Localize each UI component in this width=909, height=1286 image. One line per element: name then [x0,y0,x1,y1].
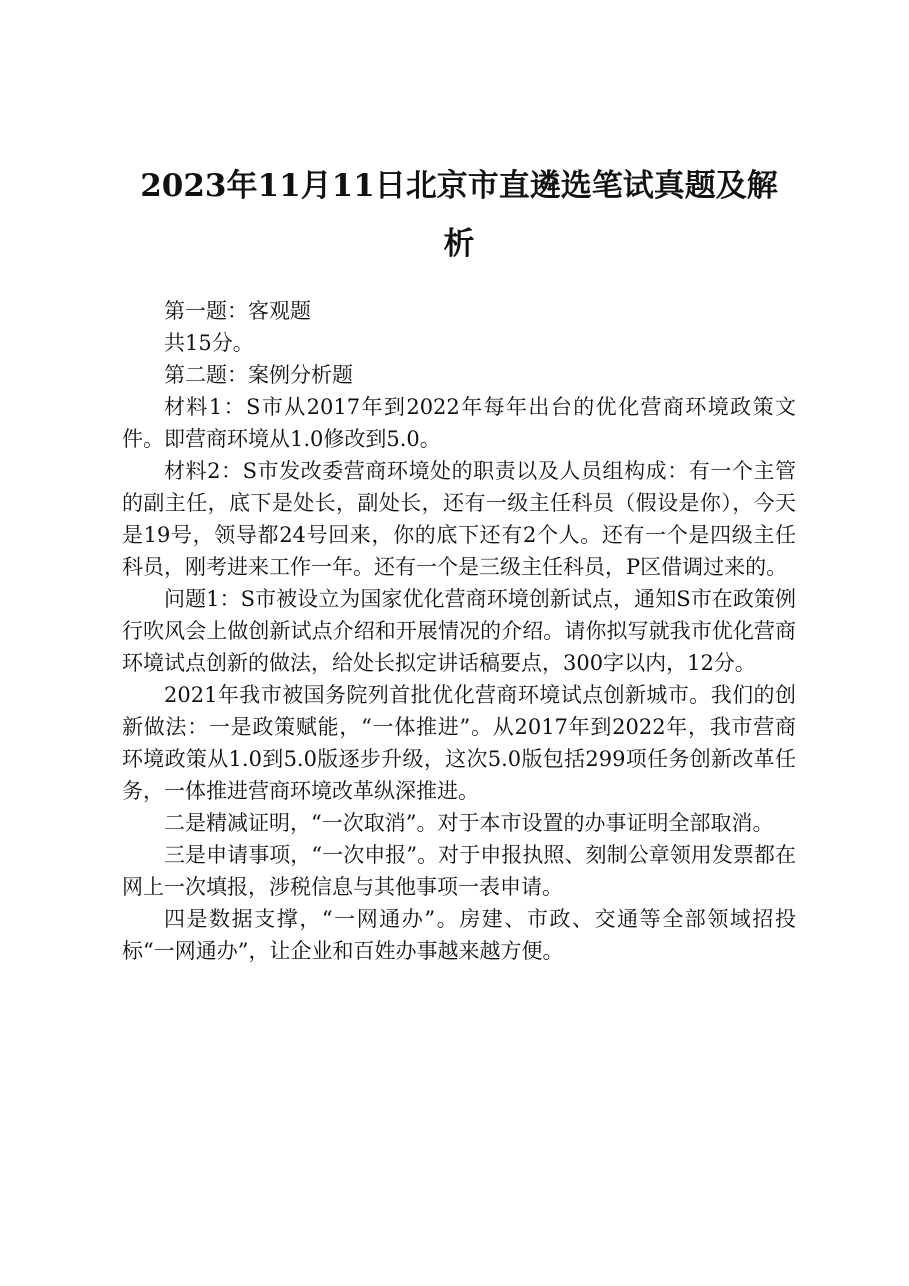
document-page [122,0,796,967]
paragraph-material-1: 材料1：S市从2017年到2022年每年出台的优化营商环境政策文件。即营商环境从1.0修改到5.0。 [122,395,796,451]
document-body [122,295,796,967]
paragraph-material-2: 材料2：S市发改委营商环境处的职责以及人员组构成：有一个主管的副主任，底下是处长，副处长，还有一级主任科员（假设是你），今天是19号，领导都24号回来，你的底下还有2个人。还有一个是四级主任科员，刚考进来工作一年。还有一个是三级主任科员，P区借调过来的。 [122,459,796,579]
title-line-1: 2023年11月11日北京市直遴选笔试真题及解 [140,168,778,204]
paragraph-answer-point-3: 三是申请事项，“一次申报”。对于申报执照、刻制公章领用发票都在网上一次填报，涉税信息与其他事项一表申请。 [122,843,796,899]
paragraph-section-1-heading: 第一题：客观题 [164,299,311,323]
document-title [122,0,796,273]
paragraph-section-1-score: 共15分。 [164,331,254,355]
paragraph-answer-point-2: 二是精减证明，“一次取消”。对于本市设置的办事证明全部取消。 [164,811,774,835]
paragraph-question-1: 问题1：S市被设立为国家优化营商环境创新试点，通知S市在政策例行吹风会上做创新试点介绍和开展情况的介绍。请你拟写就我市优化营商环境试点创新的做法，给处长拟定讲话稿要点，300字以内，12分。 [122,587,796,675]
paragraph-section-2-heading: 第二题：案例分析题 [164,363,353,387]
paragraph-answer-intro: 2021年我市被国务院列首批优化营商环境试点创新城市。我们的创新做法：一是政策赋能，“一体推进”。从2017年到2022年，我市营商环境政策从1.0到5.0版逐步升级，这次5.0版包括299项任务创新改革任务，一体推进营商环境改革纵深推进。 [122,683,796,803]
paragraph-answer-point-4: 四是数据支撑，“一网通办”。房建、市政、交通等全部领域招投标“一网通办”，让企业和百姓办事越来越方便。 [122,907,796,963]
title-line-2: 析 [443,226,475,262]
